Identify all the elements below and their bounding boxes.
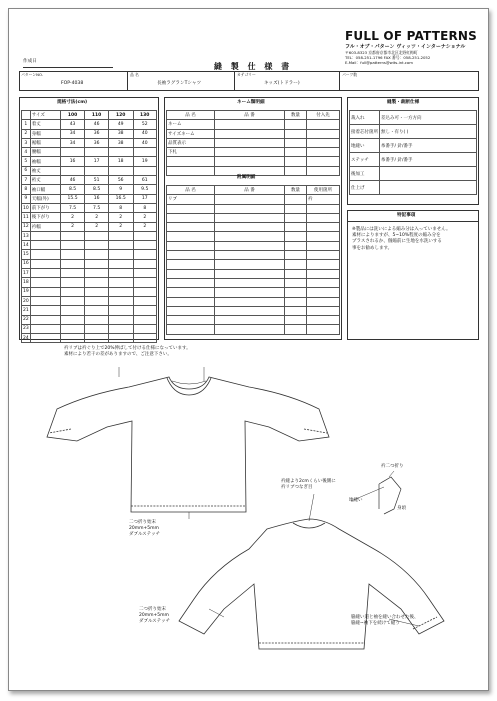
sewing-value: 無し・有り( ) <box>380 125 477 139</box>
name-col-item: 品 名 <box>167 111 215 120</box>
row-number: 8 <box>22 185 31 194</box>
row-number: 18 <box>22 278 31 287</box>
row-measure-name: 袖幅 <box>30 157 60 166</box>
row-measure-name: 裄丈 <box>30 176 60 185</box>
brand-logo: FULL OF PATTERNS <box>345 29 478 43</box>
category-value: キッズ(トドラー) <box>264 81 300 86</box>
header-size-label: サイズ <box>30 111 60 120</box>
row-value: 40 <box>133 129 156 138</box>
header-size-130: 130 <box>133 111 156 120</box>
row-value: 2 <box>133 213 156 222</box>
row-value: 36 <box>85 138 108 147</box>
row-value: 19 <box>133 157 156 166</box>
row-number: 5 <box>22 157 31 166</box>
sewing-label: 地縫い <box>350 139 380 153</box>
row-value: 2 <box>108 222 133 231</box>
row-number: 22 <box>22 315 31 324</box>
sewing-value: 糸番手/ 針/番手 <box>380 153 477 167</box>
row-value: 16 <box>60 157 85 166</box>
row-number: 21 <box>22 306 31 315</box>
size-table-heading: 規格寸法(cm) <box>57 100 88 105</box>
name-col-place: 付入先 <box>307 111 340 120</box>
row-measure-name: 身幅 <box>30 129 60 138</box>
acc-item: リブ <box>167 195 215 204</box>
side-note-line-1: 脇縫い道と袖を縫い合わせた後、 <box>351 615 419 620</box>
header-size-120: 120 <box>108 111 133 120</box>
row-number: 15 <box>22 250 31 259</box>
sleeve-note-line-2: 20mm+5mm <box>139 613 169 619</box>
row-number: 20 <box>22 296 31 305</box>
row-number: 7 <box>22 176 31 185</box>
row-value: 36 <box>85 129 108 138</box>
acc-col-place: 使用箇所 <box>307 186 340 195</box>
row-number: 24 <box>22 334 31 343</box>
acc-place: 衿 <box>307 195 340 204</box>
header-size-110: 110 <box>85 111 108 120</box>
row-value: 52 <box>133 120 156 129</box>
spec-sheet <box>8 8 489 691</box>
row-number: 13 <box>22 231 31 240</box>
row-value: 46 <box>85 120 108 129</box>
name-item: ネーム <box>167 120 215 129</box>
garment-illustrations <box>9 9 490 692</box>
name-specs-heading: ネーム類明細 <box>237 100 265 105</box>
row-measure-name: 後下がり <box>30 213 60 222</box>
pattern-no-label: パターンNO. <box>21 72 43 77</box>
sewing-heading: 縫製・裁断仕様 <box>387 100 420 105</box>
document-title: 縫 製 仕 様 書 <box>214 62 293 71</box>
rib-note-line-1: 衿リブは衿ぐり上で20%伸ばして付ける仕様になっています。 <box>64 346 191 351</box>
row-value: 16.5 <box>108 194 133 203</box>
row-measure-name: 裾幅 <box>30 138 60 147</box>
row-value: 7.5 <box>60 203 85 212</box>
acc-col-number: 品 番 <box>215 186 285 195</box>
hem-note-line-2: 20mm+5mm <box>129 526 159 532</box>
name-col-qty: 数量 <box>285 111 307 120</box>
hem-note-line-3: ダブルステッチ <box>129 532 161 538</box>
row-value: 34 <box>60 129 85 138</box>
sewing-label: 仕上げ <box>350 181 380 195</box>
row-value: 17 <box>133 194 156 203</box>
row-measure-name: 天幅(外) <box>30 194 60 203</box>
name-item: 品質表示 <box>167 138 215 147</box>
row-value: 2 <box>85 213 108 222</box>
callout-lines <box>119 367 419 626</box>
name-item: サイズネーム <box>167 129 215 138</box>
row-number: 2 <box>22 129 31 138</box>
row-number: 6 <box>22 166 31 175</box>
row-number: 10 <box>22 203 31 212</box>
brand-company: ヴィッツ・インターナショナル <box>396 44 466 50</box>
row-value: 34 <box>60 138 85 147</box>
row-value: 15.5 <box>60 194 85 203</box>
row-number: 4 <box>22 148 31 157</box>
item-name: 長袖ラグランTシャツ <box>157 81 202 86</box>
row-number: 17 <box>22 269 31 278</box>
sewing-label: 後加工 <box>350 167 380 181</box>
collar-stitch-note <box>281 479 336 491</box>
rib-fold-label: 衿二つ折り <box>381 464 404 469</box>
row-number: 3 <box>22 138 31 147</box>
hem-note-line-1: 二つ折り始末 <box>129 520 156 525</box>
body-label: 身頃 <box>397 506 406 511</box>
row-value: 2 <box>108 213 133 222</box>
special-note-line-3: プラスされるか、個縮前に生地を水洗いする <box>352 239 442 245</box>
row-value: 2 <box>85 222 108 231</box>
row-value: 8 <box>108 203 133 212</box>
row-measure-name: 袖丈 <box>30 166 60 175</box>
sewing-label: ステッチ <box>350 153 380 167</box>
pattern-no: FOP-4038 <box>61 81 84 86</box>
side-seam-note <box>351 615 419 627</box>
collar-note-line-2: 衿リブつなぎ目 <box>281 485 313 491</box>
collar-note-line-1: 衿縫より2cmくらい後側に <box>281 479 336 484</box>
row-value: 51 <box>85 176 108 185</box>
sewing-value: 差込み可・一方方向 <box>380 111 477 125</box>
row-value: 40 <box>133 138 156 147</box>
row-measure-name: 着丈 <box>30 120 60 129</box>
hem-note <box>129 520 160 539</box>
row-measure-name: 腰幅 <box>30 148 60 157</box>
brand-address: 〒603-8323 京都府京都市北区北野紅梅町 <box>345 50 418 55</box>
sewing-label: 裁入れ <box>350 111 380 125</box>
row-value: 8 <box>133 203 156 212</box>
row-value: 16 <box>85 194 108 203</box>
acc-col-qty: 数量 <box>285 186 307 195</box>
row-value: 56 <box>108 176 133 185</box>
special-note-line-1: ※製品には洗いによる縮み分は入っていません。 <box>352 227 451 232</box>
special-note-line-2: 素材によりますが、5~10%程度の縮み分を <box>352 233 441 239</box>
row-value: 43 <box>60 120 85 129</box>
sleeve-note-line-1: 二つ折り始末 <box>139 607 166 612</box>
row-number: 19 <box>22 287 31 296</box>
front-view-drawing <box>47 377 329 512</box>
body-seam-label: 地縫い <box>349 498 363 503</box>
row-number: 1 <box>22 120 31 129</box>
row-measure-name: 袖口幅 <box>30 185 60 194</box>
row-number: 11 <box>22 213 31 222</box>
name-col-number: 品 番 <box>215 111 285 120</box>
accessory-heading: 附属明細 <box>237 175 256 180</box>
row-number: 12 <box>22 222 31 231</box>
sleeve-note-line-3: ダブルステッチ <box>139 619 171 625</box>
back-view-drawing <box>179 519 444 649</box>
sewing-value: 糸番手/ 針/番手 <box>380 139 477 153</box>
side-note-line-2: 脇縫~袖下を続けて縫う <box>351 621 400 627</box>
row-measure-name: 衿幅 <box>30 222 60 231</box>
acc-col-item: 品 名 <box>167 186 215 195</box>
sewing-label: 接着芯付箇所 <box>350 125 380 139</box>
row-value: 9.5 <box>133 185 156 194</box>
row-number: 16 <box>22 259 31 268</box>
row-value: 49 <box>108 120 133 129</box>
sleeve-hem-note <box>139 607 170 626</box>
row-value: 9 <box>108 185 133 194</box>
page-label: パーツ数 <box>342 72 358 77</box>
row-value: 2 <box>133 222 156 231</box>
row-value: 38 <box>108 138 133 147</box>
category-label: カテゴリー <box>237 72 256 77</box>
row-measure-name: 前下がり <box>30 203 60 212</box>
row-number: 9 <box>22 194 31 203</box>
row-value: 8.5 <box>60 185 85 194</box>
row-value: 38 <box>108 129 133 138</box>
rib-note-line-2: 素材により若干の差がありますので、ご注意下さい。 <box>64 352 172 358</box>
row-value: 2 <box>60 213 85 222</box>
name-item: 下札 <box>167 148 215 157</box>
row-value: 61 <box>133 176 156 185</box>
row-number: 23 <box>22 324 31 333</box>
row-value: 17 <box>85 157 108 166</box>
row-number: 14 <box>22 241 31 250</box>
row-value: 18 <box>108 157 133 166</box>
row-value: 7.5 <box>85 203 108 212</box>
row-value: 46 <box>60 176 85 185</box>
row-value: 2 <box>60 222 85 231</box>
special-notes-heading: 特記事項 <box>397 213 416 218</box>
brand-name-jp: フル・オブ・パターン <box>345 44 395 50</box>
brand-email: E-Mail：full@patterns@wits-int.com <box>345 60 413 65</box>
brand-phone: TEL：058-251-1796 FAX 番号：058-251-2052 <box>345 55 431 60</box>
header-size-100: 100 <box>60 111 85 120</box>
special-note-line-4: 事をお勧めします。 <box>352 245 393 251</box>
created-date-label: 作成日 <box>23 59 37 64</box>
row-value: 8.5 <box>85 185 108 194</box>
item-label: 品 名 <box>130 72 139 77</box>
